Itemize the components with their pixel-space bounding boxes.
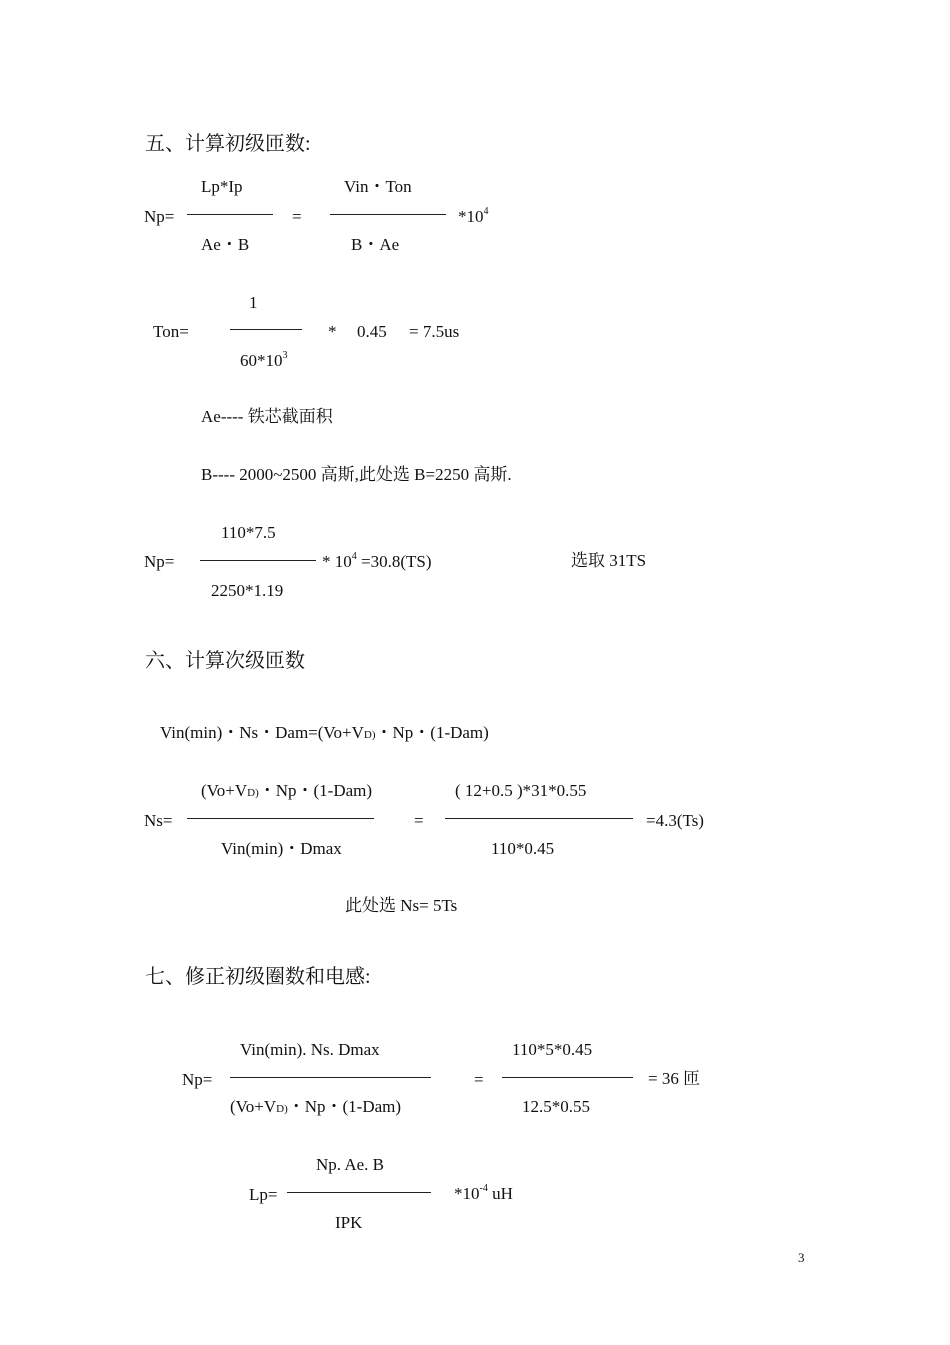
ns-result: =4.3(Ts) [646,811,704,830]
ns-fraction2-denominator: 110*0.45 [491,839,555,858]
ns-label: Ns= [144,811,173,830]
np2-label: Np= [144,552,175,571]
np-fraction1-denominator: Ae・B [201,235,250,254]
ton-multiply: * [328,322,337,341]
secondary-relation: Vin(min)・Ns・Dam=(Vo+VD)・Np・(1-Dam) [160,723,489,742]
ns-fraction1-bar [187,818,374,819]
lp-label: Lp= [249,1185,278,1204]
lp-fraction-bar [287,1192,431,1193]
np-fraction1-bar [187,214,273,215]
lp-numerator: Np. Ae. B [316,1155,384,1174]
page-number: 3 [798,1250,805,1265]
np2-denominator: 2250*1.19 [211,581,284,600]
np-corrected-numerator: Vin(min). Ns. Dmax [240,1040,380,1059]
ns-fraction2-bar [445,818,633,819]
ns-fraction1-denominator: Vin(min)・Dmax [221,839,342,858]
np2-result: * $10^4 =30.8(TS)$ [322,551,432,571]
np2-fraction-bar [200,560,316,561]
np-corrected-equals: = [474,1070,484,1089]
ton-numerator: 1 [249,293,258,312]
np2-choice: 选取 31TS [571,551,647,570]
ns-fraction1-numerator: (Vo+VD)・Np・(1-Dam) [201,781,373,800]
np-corrected-fraction1-bar [230,1077,431,1078]
np-fraction2-denominator: B・Ae [351,235,400,254]
ton-result: = 7.5us [409,322,460,341]
np-corrected-fraction2-denominator: 12.5*0.55 [522,1097,590,1116]
np-corrected-fraction2-numerator: 110*5*0.45 [512,1040,593,1059]
lp-multiplier: $*10^{-4}$ uH [454,1183,513,1203]
section7-heading: 七、修正初级圈数和电感: [145,966,371,988]
ae-definition: Ae---- 铁芯截面积 [201,407,333,426]
np2-numerator: 110*7.5 [221,523,276,542]
np-equals: = [292,207,302,226]
np-fraction1-numerator: Lp*Ip [201,177,243,196]
np-label: Np= [144,207,175,226]
ns-equals: = [414,811,424,830]
np-fraction2-bar [330,214,446,215]
np-corrected-denominator: (Vo+VD)・Np・(1-Dam) [230,1097,402,1116]
ton-denominator: $60*10^3$ [240,350,288,370]
ns-choice: 此处选 Ns= 5Ts [345,896,458,915]
np-multiplier: $*10^4$ [458,206,489,226]
section6-heading: 六、计算次级匝数 [145,650,305,672]
ton-fraction-bar [230,329,302,330]
ton-duty: 0.45 [357,322,387,341]
lp-denominator: IPK [335,1213,363,1232]
np-corrected-label: Np= [182,1070,213,1089]
section5-heading: 五、计算初级匝数: [145,133,311,155]
np-corrected-result: = 36 匝 [648,1069,701,1088]
ton-label: Ton= [153,322,189,341]
np-corrected-fraction2-bar [502,1077,633,1078]
np-fraction2-numerator: Vin・Ton [344,177,412,196]
ns-fraction2-numerator: ( 12+0.5 )*31*0.55 [455,781,587,800]
b-definition: B---- 2000~2500 高斯,此处选 B=2250 高斯. [201,465,512,484]
